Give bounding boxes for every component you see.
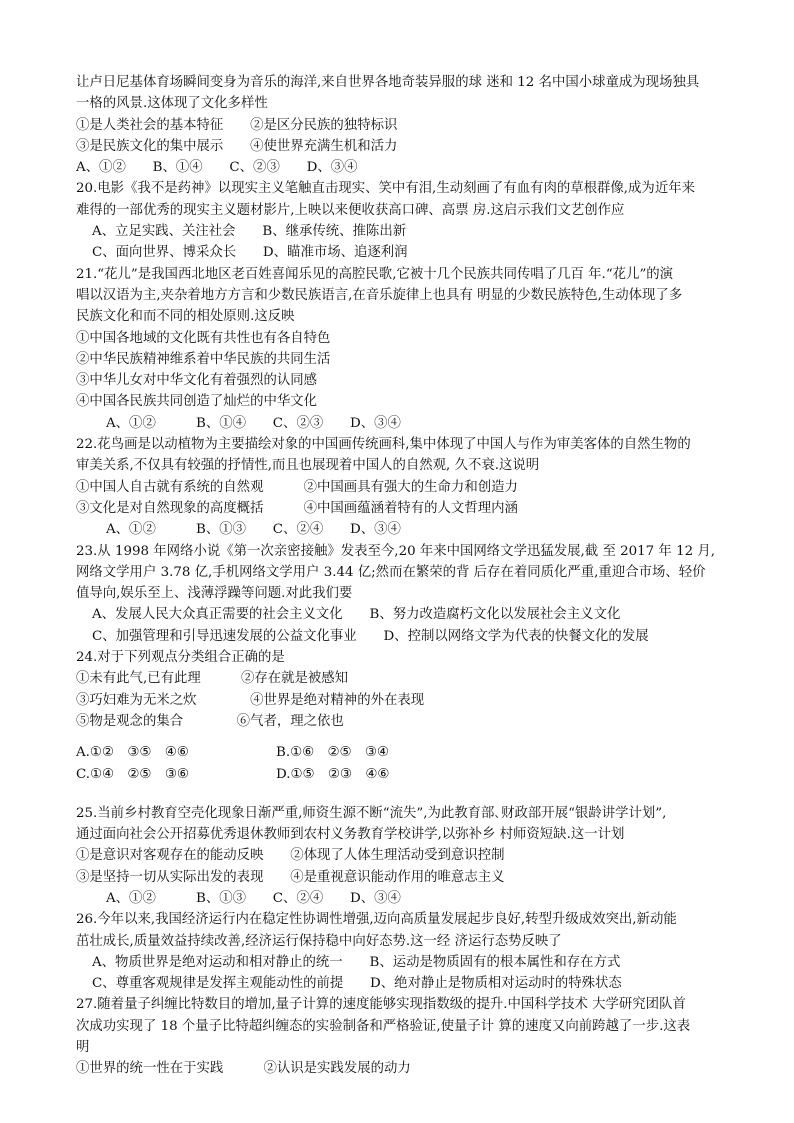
q21-options: A、①② B、①④ C、②③ D、③④: [106, 415, 401, 431]
q20-stem-line: 20.电影《我不是药神》以现实主义笔触直击现实、笑中有泪,生动刻画了有血有肉的草根群像,成为近年来: [76, 181, 695, 197]
q24-statement: ③巧妇难为无米之炊 ④世界是绝对精神的外在表现: [76, 692, 425, 708]
q22-statement: ③文化是对自然现象的高度概括 ④中国画蕴涵着特有的人文哲理内涵: [76, 500, 518, 516]
q20-option-row: A、立足实践、关注社会 B、继承传统、推陈出新: [92, 224, 407, 240]
q24-option-c: C.①④ ②⑤ ③⑥: [76, 766, 189, 782]
q24-option-b: B.①⑥ ②⑤ ③④: [276, 745, 389, 761]
q23-stem-line: 23.从 1998 年网络小说《第一次亲密接触》发表至今,20 年来中国网络文学迅猛发展,截 至 2017 年 12 月,: [76, 543, 716, 559]
q19-stem-line: 一格的风景.这体现了文化多样性: [76, 96, 268, 112]
q24-statement: ①未有此气,已有此理 ②存在就是被感知: [76, 671, 349, 687]
q23-option-row: C、加强管理和引导迅速发展的公益文化事业 D、控制以网络文学为代表的快餐文化的发展: [92, 628, 649, 644]
q22-stem-line: 22.花鸟画是以动植物为主要描绘对象的中国画传统画科,集中体现了中国人与作为审美客体的自然生物的: [76, 437, 691, 453]
q21-statement: ④中国各民族共同创造了灿烂的中华文化: [76, 394, 318, 410]
q22-options: A、①② B、①③ C、②④ D、③④: [106, 522, 401, 538]
q27-stem-line: 明: [76, 1040, 90, 1056]
q27-stem-line: 次成功实现了 18 个量子比特超纠缠态的实验制备和严格验证,使量子计 算的速度又向前跨越了一步.这表: [76, 1018, 691, 1034]
q25-statement: ①是意识对客观存在的能动反映 ②体现了人体生理活动受到意识控制: [76, 848, 505, 864]
exam-page: [76, 72, 722, 1080]
q21-stem-line: 唱以汉语为主,夹杂着地方方言和少数民族语言,在音乐旋律上也具有 明显的少数民族特色,生动体现了多: [76, 287, 683, 303]
q19-statement: ③是民族文化的集中展示 ④使世界充满生机和活力: [76, 138, 398, 154]
q21-stem-line: 21.“花儿”是我国西北地区老百姓喜闻乐见的高腔民歌,它被十几个民族共同传唱了几百 年.“花儿”的演: [76, 266, 674, 282]
q25-statement: ③是坚持一切从实际出发的表现 ④是重视意识能动作用的唯意志主义: [76, 869, 505, 885]
q24-stem-line: 24.对于下列观点分类组合正确的是: [76, 650, 285, 666]
q24-statement: ⑤物是观念的集合 ⑥气者，理之依也: [76, 713, 344, 729]
q19-statement: ①是人类社会的基本特征 ②是区分民族的独特标识: [76, 117, 398, 133]
q19-options: A、①② B、①④ C、②③ D、③④: [76, 160, 358, 176]
q19-stem-line: 让卢日尼基体育场瞬间变身为音乐的海洋,来自世界各地奇装异服的球 迷和 12 名中国小球童成为现场独具: [76, 75, 700, 90]
q20-stem-line: 难得的一部优秀的现实主义题材影片,上映以来便收获高口碑、高票 房.这启示我们文艺创作应: [76, 202, 625, 218]
q27-statement: ①世界的统一性在于实践 ②认识是实践发展的动力: [76, 1061, 411, 1077]
q23-option-row: A、发展人民大众真正需要的社会主义文化 B、努力改造腐朽文化以发展社会主义文化: [92, 607, 621, 623]
q25-stem-line: 25.当前乡村教育空壳化现象日渐严重,师资生源不断“流失”,为此教育部､财政部开展“银龄讲学计划”,: [76, 805, 667, 821]
q21-stem-line: 民族文化和而不同的相处原则.这反映: [76, 309, 295, 325]
q24-option-d: D.①⑤ ②③ ④⑥: [276, 766, 390, 782]
q20-option-row: C、面向世界、博采众长 D、瞄准市场、追逐利润: [92, 245, 408, 261]
q25-options: A、①② B、①③ C、②④ D、③④: [106, 890, 401, 906]
q22-stem-line: 审美关系,不仅具有较强的抒情性,而且也展现着中国人的自然观, 久不衰.这说明: [76, 458, 540, 474]
q21-statement: ②中华民族精神维系着中华民族的共同生活: [76, 351, 331, 367]
q26-stem-line: 26.今年以来,我国经济运行内在稳定性协调性增强,迈向高质量发展起步良好,转型升级成效突出,新动能: [76, 912, 677, 928]
q22-statement: ①中国人自古就有系统的自然观 ②中国画具有强大的生命力和创造力: [76, 479, 518, 495]
q26-stem-line: 茁壮成长,质量效益持续改善,经济运行保持稳中向好态势.这一经 济运行态势反映了: [76, 933, 562, 949]
q24-option-a: A.①② ③⑤ ④⑥: [76, 745, 189, 761]
q26-option-row: C、尊重客观规律是发挥主观能动性的前提 D、绝对静止是物质相对运动时的特殊状态: [92, 976, 622, 992]
q21-statement: ①中国各地域的文化既有共性也有各自特色: [76, 330, 331, 346]
q26-option-row: A、物质世界是绝对运动和相对静止的统一 B、运动是物质固有的根本属性和存在方式: [92, 954, 621, 970]
q25-stem-line: 通过面向社会公开招募优秀退休教师到农村义务教育学校讲学,以弥补乡 村师资短缺.这一计划: [76, 827, 625, 843]
q24-option-row: [76, 742, 722, 763]
q23-stem-line: 值导向,娱乐至上、浅薄浮躁等问题.对此我们要: [76, 586, 353, 602]
q23-stem-line: 网络文学用户 3.78 亿,手机网络文学用户 3.44 亿;然而在繁荣的背 后存在着同质化严重,重迎合市场、轻价: [76, 564, 706, 580]
q21-statement: ③中华儿女对中华文化有着强烈的认同感: [76, 373, 318, 389]
q27-stem-line: 27.随着量子纠缠比特数目的增加,量子计算的速度能够实现指数级的提升.中国科学技术 大学研究团队首: [76, 997, 686, 1013]
q24-option-row: [76, 764, 722, 785]
